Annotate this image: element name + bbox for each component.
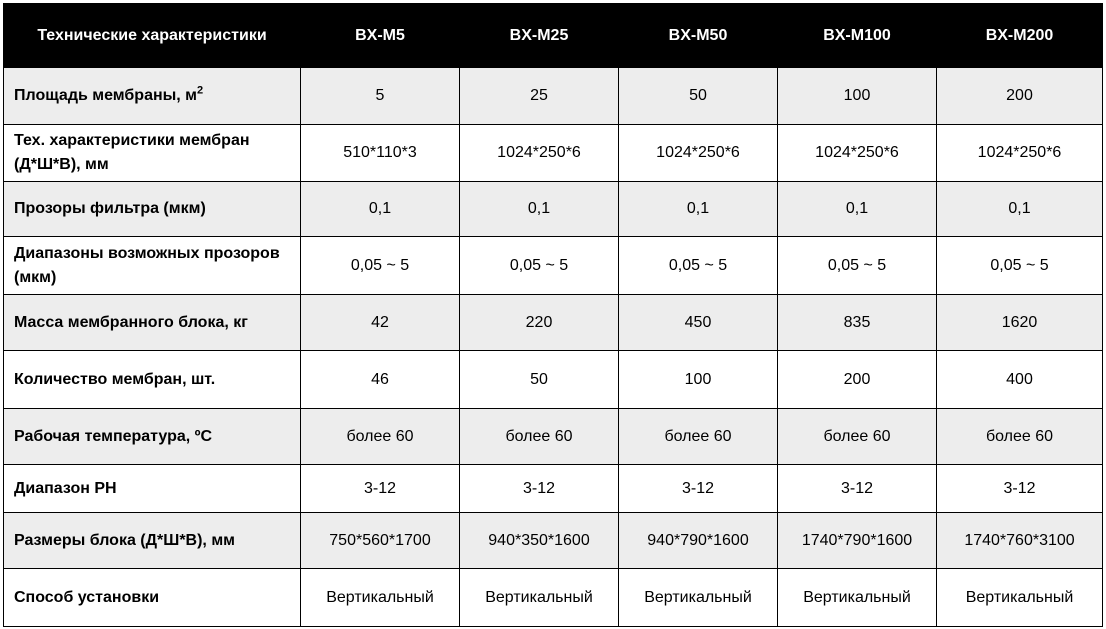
table-cell: 25 xyxy=(460,68,619,125)
table-cell: Вертикальный xyxy=(937,569,1103,627)
table-cell: Вертикальный xyxy=(619,569,778,627)
table-cell: 0,1 xyxy=(778,182,937,237)
table-cell: 940*790*1600 xyxy=(619,513,778,569)
table-cell: 0,05 ~ 5 xyxy=(301,237,460,295)
table-cell: Вертикальный xyxy=(301,569,460,627)
row-label: Размеры блока (Д*Ш*В), мм xyxy=(4,513,301,569)
table-cell: 3-12 xyxy=(937,465,1103,513)
table-row xyxy=(4,513,1103,569)
row-label: Масса мембранного блока, кг xyxy=(4,295,301,351)
row-label: Диапазоны возможных прозоров (мкм) xyxy=(4,237,301,295)
row-label: Способ установки xyxy=(4,569,301,627)
table-cell: 0,1 xyxy=(937,182,1103,237)
table-cell: 100 xyxy=(619,351,778,409)
table-cell: 220 xyxy=(460,295,619,351)
row-label: Диапазон PH xyxy=(4,465,301,513)
table-cell: 0,05 ~ 5 xyxy=(778,237,937,295)
table-cell: 0,05 ~ 5 xyxy=(937,237,1103,295)
table-row xyxy=(4,125,1103,182)
table-cell: 200 xyxy=(778,351,937,409)
table-row xyxy=(4,409,1103,465)
row-label: Прозоры фильтра (мкм) xyxy=(4,182,301,237)
table-cell: более 60 xyxy=(937,409,1103,465)
table-cell: 0,1 xyxy=(460,182,619,237)
table-cell: Вертикальный xyxy=(778,569,937,627)
row-label: Рабочая температура, ºС xyxy=(4,409,301,465)
table-cell: 3-12 xyxy=(460,465,619,513)
table-cell: 0,05 ~ 5 xyxy=(619,237,778,295)
row-label-text: Площадь мембраны, м xyxy=(14,87,198,104)
row-label-superscript: 2 xyxy=(197,84,204,97)
table-row xyxy=(4,237,1103,295)
table-cell: 510*110*3 xyxy=(301,125,460,182)
table-cell: 50 xyxy=(460,351,619,409)
table-cell: 450 xyxy=(619,295,778,351)
table-cell: 400 xyxy=(937,351,1103,409)
header-model: BX-M200 xyxy=(937,4,1103,68)
header-row xyxy=(4,4,1103,68)
table-cell: 5 xyxy=(301,68,460,125)
table-row xyxy=(4,465,1103,513)
table-cell: более 60 xyxy=(619,409,778,465)
table-cell: 835 xyxy=(778,295,937,351)
table-row xyxy=(4,295,1103,351)
table-row xyxy=(4,351,1103,409)
table-cell: 0,1 xyxy=(301,182,460,237)
table-cell: 3-12 xyxy=(778,465,937,513)
table-cell: 940*350*1600 xyxy=(460,513,619,569)
table-cell: 3-12 xyxy=(619,465,778,513)
table-row xyxy=(4,68,1103,125)
table-cell: 100 xyxy=(778,68,937,125)
table-cell: более 60 xyxy=(460,409,619,465)
table-cell: 1024*250*6 xyxy=(778,125,937,182)
table-cell: 46 xyxy=(301,351,460,409)
table-cell: 3-12 xyxy=(301,465,460,513)
table-cell: 0,1 xyxy=(619,182,778,237)
table-cell: 200 xyxy=(937,68,1103,125)
table-cell: 1024*250*6 xyxy=(619,125,778,182)
spec-table xyxy=(3,3,1103,627)
header-label: Технические характеристики xyxy=(4,4,301,68)
header-model: BX-M100 xyxy=(778,4,937,68)
table-cell: 50 xyxy=(619,68,778,125)
header-model: BX-M5 xyxy=(301,4,460,68)
table-cell: 1620 xyxy=(937,295,1103,351)
header-model: BX-M25 xyxy=(460,4,619,68)
header-model: BX-M50 xyxy=(619,4,778,68)
table-cell: Вертикальный xyxy=(460,569,619,627)
table-cell: 42 xyxy=(301,295,460,351)
table-cell: 0,05 ~ 5 xyxy=(460,237,619,295)
row-label: Тех. характеристики мембран (Д*Ш*В), мм xyxy=(4,125,301,182)
table-cell: 750*560*1700 xyxy=(301,513,460,569)
table-row xyxy=(4,182,1103,237)
table-cell: более 60 xyxy=(778,409,937,465)
table-cell: 1024*250*6 xyxy=(937,125,1103,182)
table-cell: 1024*250*6 xyxy=(460,125,619,182)
table-cell: 1740*790*1600 xyxy=(778,513,937,569)
table-cell: 1740*760*3100 xyxy=(937,513,1103,569)
row-label xyxy=(4,68,301,125)
table-row xyxy=(4,569,1103,627)
table-cell: более 60 xyxy=(301,409,460,465)
row-label: Количество мембран, шт. xyxy=(4,351,301,409)
